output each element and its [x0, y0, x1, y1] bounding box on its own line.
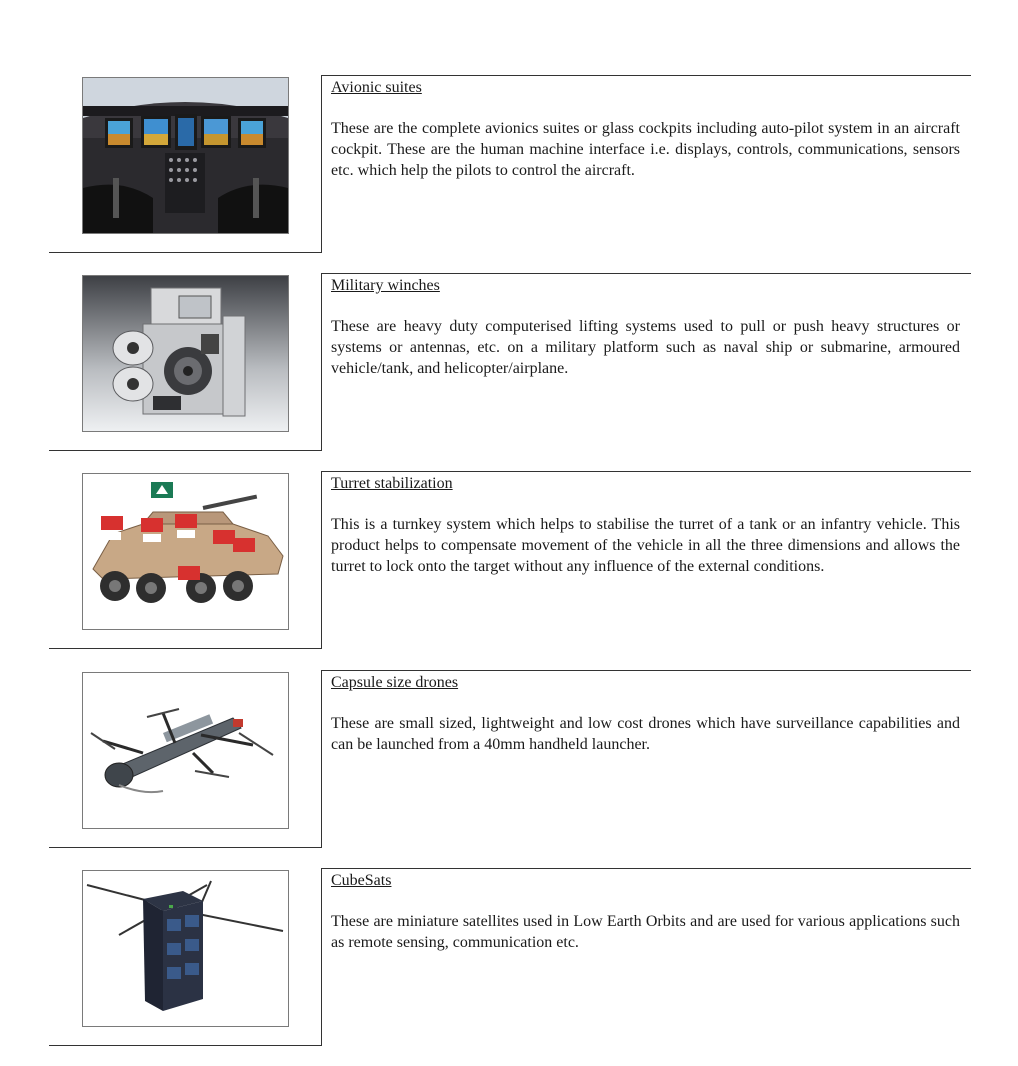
item-description: This is a turnkey system which helps to stabilise the turret of a tank or an infantry vehicle. This product helps to compensate movement of the vehicle in all the three dimensions and allows the turret to lock onto the target without any influence of the external conditions.: [331, 516, 960, 575]
product-row-avionic-suites: [0, 75, 1018, 273]
product-row-cubesats: [0, 868, 1018, 1066]
text-cell: [321, 471, 971, 649]
text-cell: [321, 75, 971, 253]
item-description: These are heavy duty computerised lifting systems used to pull or push heavy structures or systems or antennas, etc. on a military platform such as naval ship or submarine, armoured vehicle/tank, and helicopter/airplane.: [331, 318, 960, 377]
item-title: Avionic suites: [331, 79, 422, 96]
image-cell: [49, 273, 322, 451]
product-row-turret-stabilization: [0, 471, 1018, 669]
image-cell: [49, 868, 322, 1046]
item-title: Military winches: [331, 277, 440, 294]
drone-image: [82, 672, 289, 829]
cubesat-image: [82, 870, 289, 1027]
item-description: These are the complete avionics suites or glass cockpits including auto-pilot system in an aircraft cockpit. These are the human machine interface i.e. displays, controls, communications, sensors etc. which help the pilots to control the aircraft.: [331, 120, 960, 179]
image-cell: [49, 471, 322, 649]
product-row-capsule-size-drones: [0, 670, 1018, 868]
cockpit-image: [82, 77, 289, 234]
item-description: These are small sized, lightweight and low cost drones which have surveillance capabilities and can be launched from a 40mm handheld launcher.: [331, 715, 960, 753]
image-cell: [49, 670, 322, 848]
image-cell: [49, 75, 322, 253]
winch-image: [82, 275, 289, 432]
text-cell: [321, 670, 971, 848]
product-row-military-winches: [0, 273, 1018, 471]
item-description: These are miniature satellites used in Low Earth Orbits and are used for various applications such as remote sensing, communication etc.: [331, 913, 960, 951]
armoured-vehicle-image: [82, 473, 289, 630]
item-title: Turret stabilization: [331, 475, 453, 492]
item-title: Capsule size drones: [331, 674, 459, 691]
item-title: CubeSats: [331, 872, 392, 889]
text-cell: [321, 868, 971, 1046]
text-cell: [321, 273, 971, 451]
